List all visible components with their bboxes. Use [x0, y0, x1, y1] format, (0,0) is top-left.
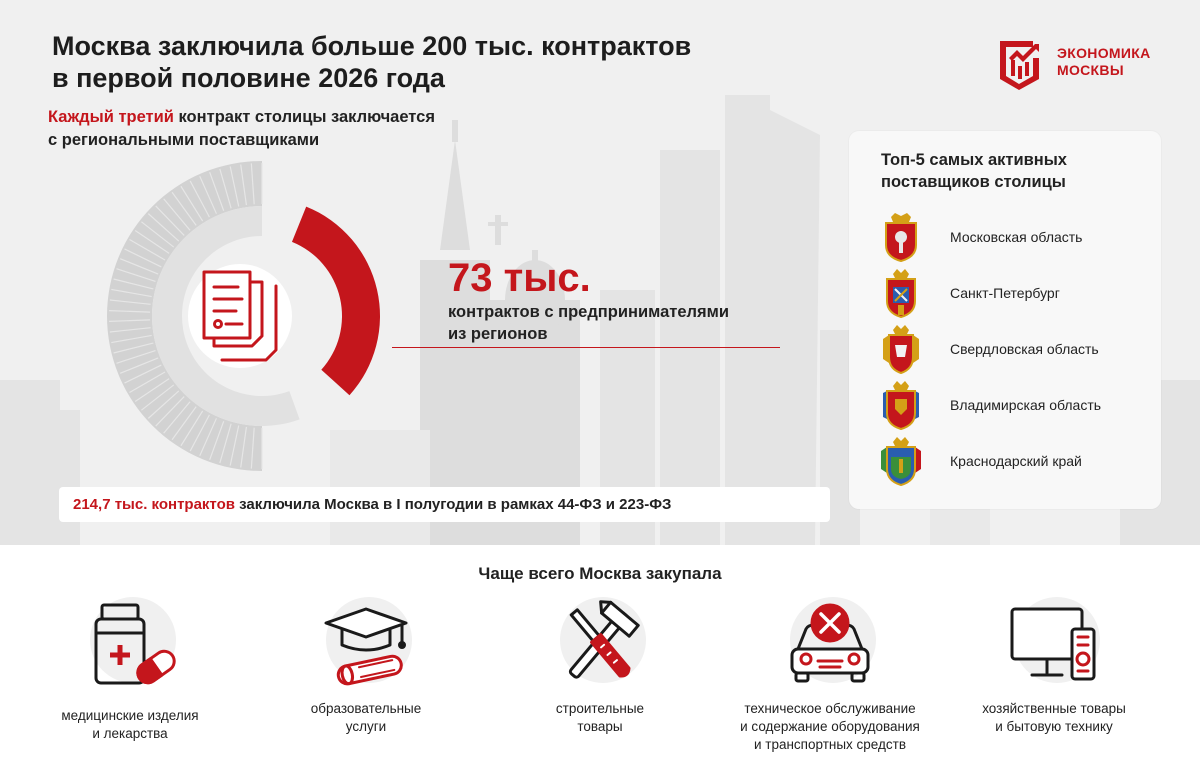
category-label-line-1: техническое обслуживание: [744, 701, 916, 716]
category-label: [720, 700, 940, 754]
region-name: Владимирская область: [950, 397, 1102, 413]
region-name: Краснодарский край: [950, 453, 1082, 469]
category-label: [256, 700, 476, 736]
category-label-line-3: и транспортных средств: [753, 737, 907, 752]
krasnodar-krai-crest-icon: [879, 435, 923, 487]
top5-suppliers-panel: [849, 131, 1161, 509]
region-item: [879, 211, 1149, 263]
summary-bar: [59, 487, 830, 522]
regional-contracts-label: [448, 301, 798, 345]
region-item: [879, 323, 1149, 375]
hammer-screwdriver-icon: [548, 595, 652, 691]
category-label-line-2: и бытовую технику: [995, 719, 1113, 734]
category-label-line-2: товары: [577, 719, 623, 734]
summary-rest: заключила Москва в I полугодии в рамках 44-ФЗ и 223-ФЗ: [234, 496, 672, 513]
subtitle-line-2: с региональными поставщиками: [48, 131, 320, 149]
stat-label-line-2: из регионов: [448, 325, 548, 343]
donut-regional-segment: [292, 207, 380, 396]
subtitle-accent: Каждый третий: [48, 108, 174, 126]
medicine-jar-pill-icon: [78, 595, 182, 691]
category-label-line-2: услуги: [345, 719, 387, 734]
region-item: [879, 435, 1149, 487]
top5-title-line-1: Топ-5 самых активных: [881, 151, 1067, 169]
bar-chart-shield-icon: [997, 38, 1045, 90]
stat-divider: [392, 347, 780, 348]
category-label-line-2: и лекарства: [92, 726, 168, 741]
category-label: [20, 707, 240, 743]
category-label-line-1: хозяйственные товары: [982, 701, 1126, 716]
vladimir-oblast-crest-icon: [879, 379, 923, 431]
category-label-line-1: медицинские изделия: [61, 708, 199, 723]
category-label-line-1: образовательные: [310, 701, 422, 716]
moscow-oblast-crest-icon: [879, 211, 923, 263]
region-item: [879, 267, 1149, 319]
car-service-icon: [778, 595, 882, 691]
subtitle: [48, 106, 435, 152]
page-title: [52, 30, 812, 94]
category-label: [490, 700, 710, 736]
graduation-cap-diploma-icon: [314, 595, 418, 691]
summary-accent: 214,7 тыс. контрактов: [73, 496, 235, 513]
subtitle-rest: контракт столицы заключается: [173, 108, 435, 126]
logo-line-1: ЭКОНОМИКА: [1057, 45, 1151, 61]
economy-of-moscow-logo: [997, 38, 1167, 88]
purchases-title: Чаще всего Москва закупала: [478, 564, 722, 583]
region-name: Московская область: [950, 229, 1083, 245]
title-line-1: Москва заключила больше 200 тыс. контрактов: [52, 31, 692, 61]
region-item: [879, 379, 1149, 431]
category-label: [944, 700, 1164, 736]
region-name: Санкт-Петербург: [950, 285, 1060, 301]
region-name: Свердловская область: [950, 341, 1099, 357]
sverdlovsk-oblast-crest-icon: [879, 323, 923, 375]
regional-contracts-value: 73 тыс.: [448, 256, 591, 300]
title-line-2: в первой половине 2026 года: [52, 63, 445, 93]
category-label-line-2: и содержание оборудования: [740, 719, 920, 734]
top5-title-line-2: поставщиков столицы: [881, 173, 1066, 191]
tv-remote-icon: [1002, 595, 1106, 691]
stat-label-line-1: контрактов с предпринимателями: [448, 303, 729, 321]
logo-line-2: МОСКВЫ: [1057, 62, 1124, 78]
category-label-line-1: строительные: [555, 701, 645, 716]
saint-petersburg-crest-icon: [879, 267, 923, 319]
top5-title: [881, 149, 1141, 193]
